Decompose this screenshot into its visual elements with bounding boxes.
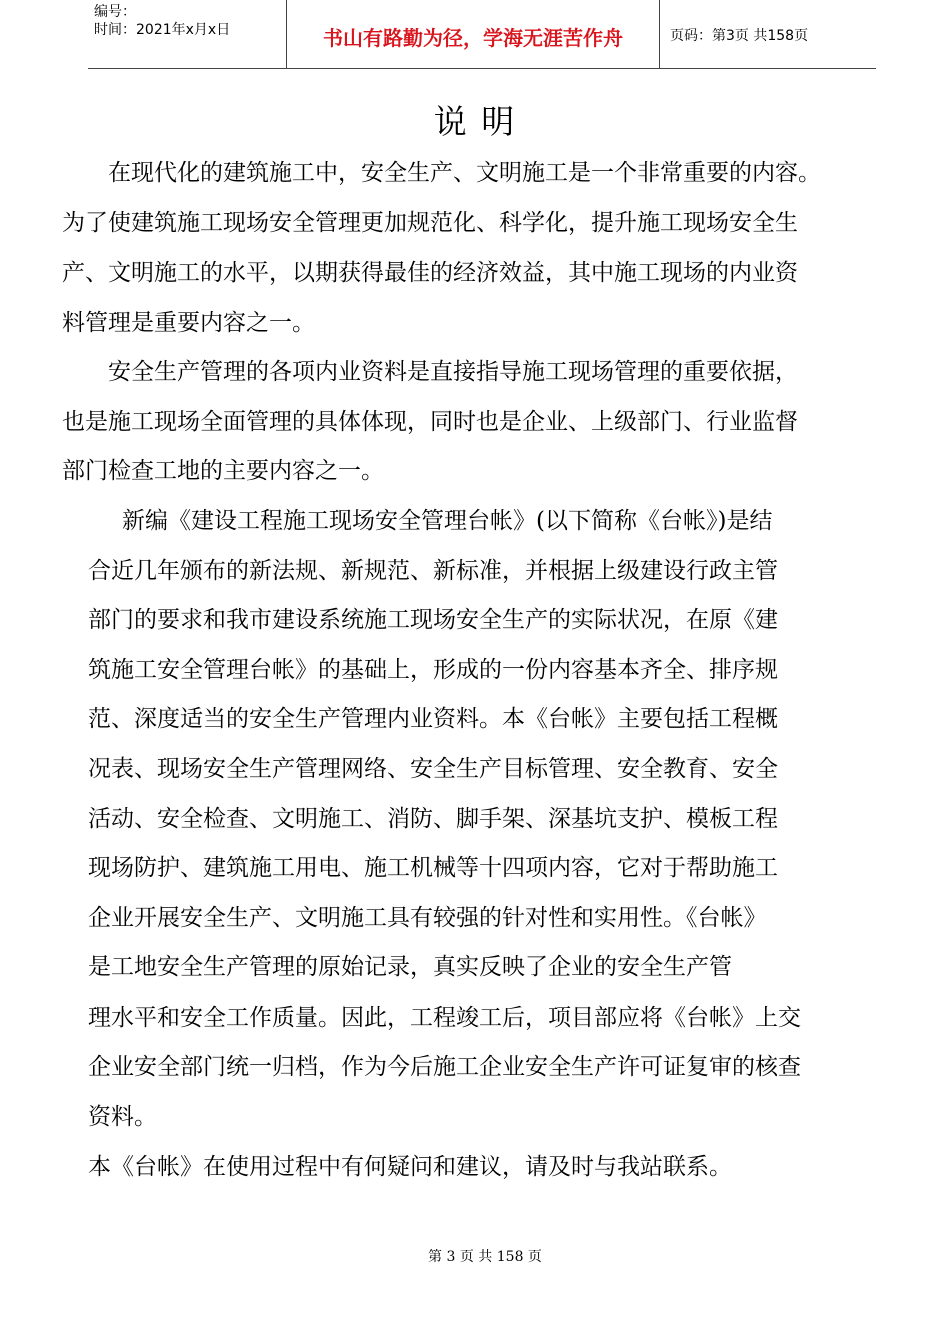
body-line: 资料。 [88,1104,157,1130]
body-line: 现场防护、建筑施工用电、施工机械等十四项内容，它对于帮助施工 [88,855,778,881]
header-motto: 书山有路勤为径，学海无涯苦作舟 [323,26,623,50]
body-line: 部门检查工地的主要内容之一。 [62,458,384,484]
body-line: 为了使建筑施工现场安全管理更加规范化、科学化，提升施工现场安全生 [62,210,798,236]
body-line: 合近几年颁布的新法规、新规范、新标准，并根据上级建设行政主管 [88,558,778,584]
page-footer: 第 3 页 共 158 页 [428,1249,542,1265]
body-line: 企业安全部门统一归档，作为今后施工企业安全生产许可证复审的核查 [88,1054,801,1080]
document-time-label: 时间：2021年x月x日 [94,22,231,38]
header-page-info: 页码：第3页 共158页 [670,28,809,44]
body-line: 本《台帐》在使用过程中有何疑问和建议，请及时与我站联系。 [88,1154,732,1180]
body-line: 在现代化的建筑施工中，安全生产、文明施工是一个非常重要的内容。 [108,160,821,186]
body-line: 产、文明施工的水平，以期获得最佳的经济效益，其中施工现场的内业资 [62,260,798,286]
header-meta-cell [88,0,287,68]
body-line: 况表、现场安全生产管理网络、安全生产目标管理、安全教育、安全 [88,756,778,782]
document-number-label: 编号： [94,4,136,20]
header-page-cell [660,0,876,68]
body-line: 安全生产管理的各项内业资料是直接指导施工现场管理的重要依据， [108,359,798,385]
body-line: 部门的要求和我市建设系统施工现场安全生产的实际状况，在原《建 [88,607,778,633]
page-header [88,0,876,69]
body-line: 范、深度适当的安全生产管理内业资料。本《台帐》主要包括工程概 [88,706,778,732]
body-line: 活动、安全检查、文明施工、消防、脚手架、深基坑支护、模板工程 [88,806,778,832]
body-line: 是工地安全生产管理的原始记录，真实反映了企业的安全生产管 [88,954,732,980]
body-line: 企业开展安全生产、文明施工具有较强的针对性和实用性。《台帐》 [88,905,767,931]
body-line: 料管理是重要内容之一。 [62,310,315,336]
body-line: 筑施工安全管理台帐》的基础上，形成的一份内容基本齐全、排序规 [88,657,778,683]
body-line: 也是施工现场全面管理的具体体现，同时也是企业、上级部门、行业监督 [62,409,798,435]
body-line: 新编《建设工程施工现场安全管理台帐》(以下简称《台帐》)是结 [122,508,773,534]
body-line: 理水平和安全工作质量。因此，工程竣工后，项目部应将《台帐》上交 [88,1005,801,1031]
header-motto-cell [287,0,660,68]
document-title: 说 明 [433,102,517,141]
